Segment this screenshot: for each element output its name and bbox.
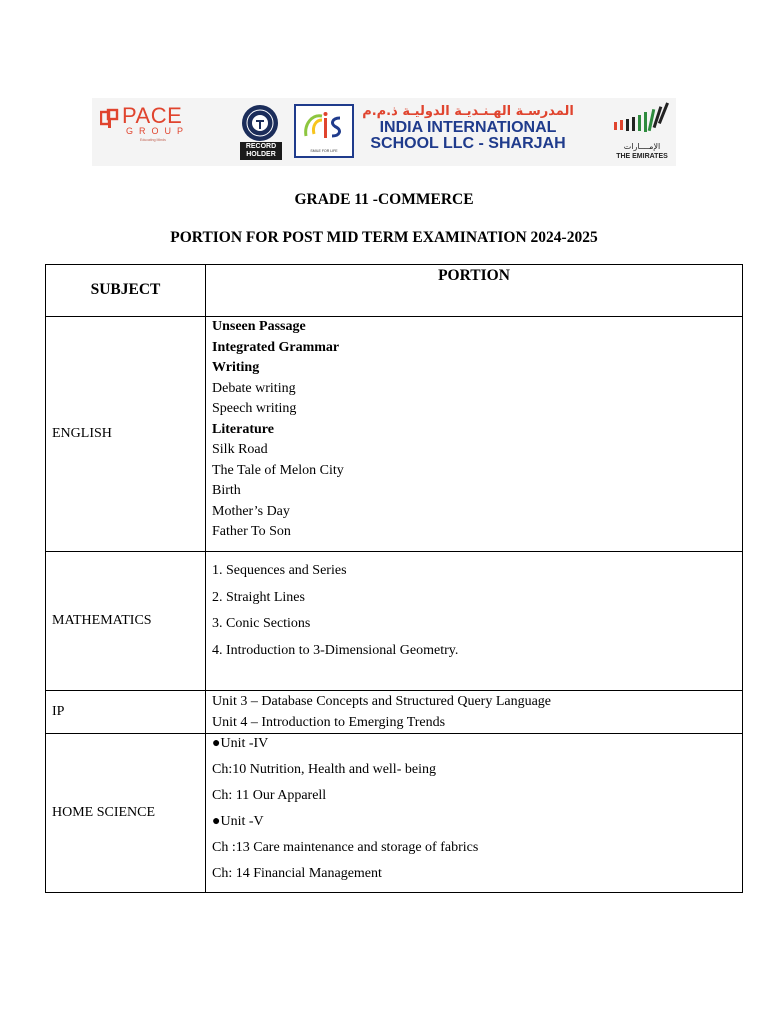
portion-line: Integrated Grammar: [212, 339, 340, 355]
guinness-record-logo: [240, 104, 282, 160]
portion-cell: [206, 734, 743, 893]
portion-line: Birth: [212, 483, 241, 498]
subject-column-header: SUBJECT: [46, 265, 206, 317]
the-emirates-logo: [610, 98, 674, 164]
pace-logo-group: GROUP: [126, 126, 190, 136]
portion-line: Silk Road: [212, 442, 268, 457]
subject-cell: HOME SCIENCE: [46, 734, 206, 893]
portion-line: Writing: [212, 360, 260, 375]
portion-table: [45, 264, 743, 893]
portion-line: Unseen Passage: [212, 319, 306, 334]
emirates-flag-icon: [610, 98, 674, 142]
school-name-arabic: المدرسـة الهـنـديـة الدوليـة ذ.م.م: [362, 104, 574, 119]
portion-heading: PORTION FOR POST MID TERM EXAMINATION 2024-2025: [170, 229, 598, 246]
pace-logo-word: PACE: [122, 103, 183, 128]
portion-line: Unit 4 – Introduction to Emerging Trends: [212, 715, 446, 730]
portion-cell: [206, 317, 743, 552]
logo-band: [92, 98, 676, 166]
portion-line: Ch: 11 Our Apparell: [212, 788, 327, 804]
record-holder-text: RECORD HOLDER: [240, 142, 282, 160]
subject-cell: IP: [46, 691, 206, 734]
school-name: [362, 120, 574, 152]
portion-column-header: PORTION: [206, 265, 743, 317]
pace-group-logo: [100, 104, 212, 144]
table-row-mathematics: [46, 552, 743, 691]
portion-line: Ch :13 Care maintenance and storage of fabrics: [212, 840, 479, 856]
pace-logo-tagline: Educating Minds: [140, 138, 166, 142]
school-emblem-icon: [302, 110, 346, 146]
subject-cell: ENGLISH: [46, 317, 206, 552]
table-row-english: [46, 317, 743, 552]
school-name-line-1: INDIA INTERNATIONAL: [379, 119, 557, 136]
portion-line: 3. Conic Sections: [212, 616, 311, 631]
grade-title: GRADE 11 -COMMERCE: [294, 191, 474, 208]
portion-line: Unit 3 – Database Concepts and Structured Query Language: [212, 694, 552, 709]
table-row-home-science: [46, 734, 743, 893]
guinness-globe-icon: [241, 104, 279, 142]
subject-cell: MATHEMATICS: [46, 552, 206, 691]
portion-line: The Tale of Melon City: [212, 462, 344, 478]
pace-mark-icon: [100, 108, 120, 130]
portion-line: Father To Son: [212, 524, 291, 539]
portion-line: Literature: [212, 421, 274, 437]
table-row-ip: [46, 691, 743, 734]
portion-line: Ch: 14 Financial Management: [212, 866, 382, 882]
portion-line: 2. Straight Lines: [212, 589, 305, 605]
portion-line: Debate writing: [212, 380, 296, 396]
portion-line: 4. Introduction to 3-Dimensional Geometry.: [212, 642, 459, 658]
portion-cell: [206, 552, 743, 691]
portion-line: Ch:10 Nutrition, Health and well- being: [212, 762, 436, 778]
portion-line: ●Unit -IV: [212, 736, 269, 751]
portion-line: Speech writing: [212, 401, 297, 416]
emirates-english-text: THE EMIRATES: [616, 153, 668, 160]
table-header-row: [46, 265, 743, 317]
portion-cell: [206, 691, 743, 734]
school-emblem-caption: SMILE FOR LIFE: [310, 149, 338, 153]
portion-line: Mother’s Day: [212, 503, 290, 519]
portion-line: ●Unit -V: [212, 814, 264, 830]
emirates-arabic-text: الإمــــارات: [623, 142, 661, 151]
school-name-line-2: SCHOOL LLC - SHARJAH: [370, 135, 566, 152]
portion-line: 1. Sequences and Series: [212, 563, 347, 578]
school-emblem: [294, 104, 354, 158]
